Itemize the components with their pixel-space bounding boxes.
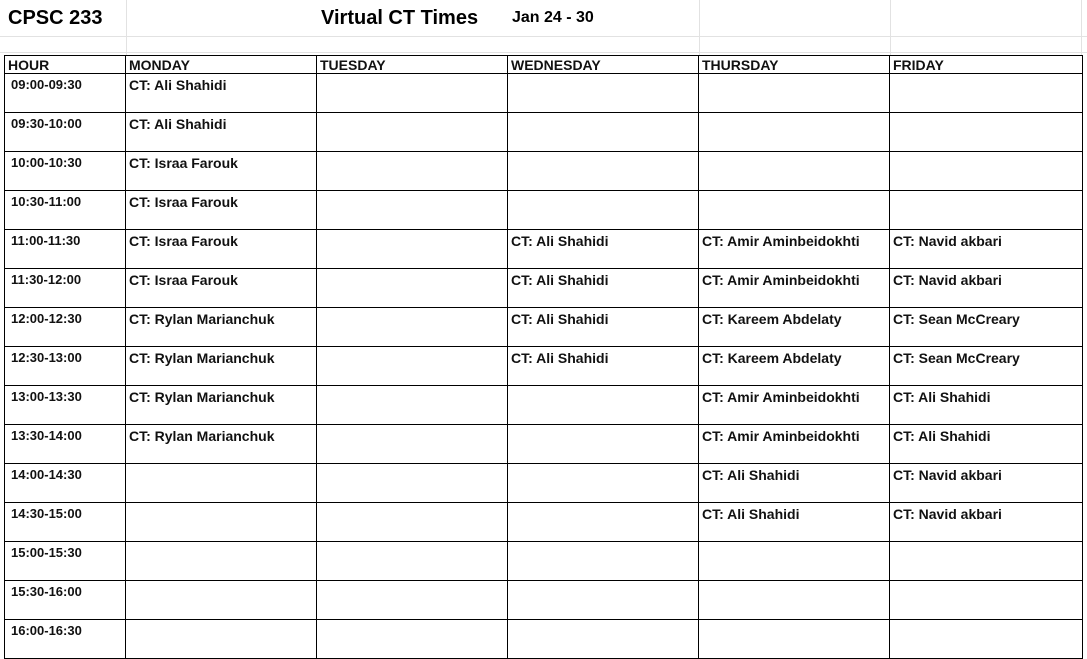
tuesday-cell[interactable] [317,230,508,269]
wednesday-cell[interactable]: CT: Ali Shahidi [508,347,699,386]
thursday-cell[interactable]: CT: Amir Aminbeidokhti [699,386,890,425]
thursday-cell[interactable]: CT: Amir Aminbeidokhti [699,230,890,269]
wednesday-cell[interactable] [508,425,699,464]
table-row [5,425,1083,464]
wednesday-cell[interactable] [508,74,699,113]
table-row [5,230,1083,269]
monday-cell[interactable]: CT: Rylan Marianchuk [126,308,317,347]
monday-cell[interactable]: CT: Ali Shahidi [126,74,317,113]
monday-cell[interactable]: CT: Rylan Marianchuk [126,425,317,464]
header-row [5,56,1083,74]
thursday-cell[interactable]: CT: Amir Aminbeidokhti [699,269,890,308]
tuesday-cell[interactable] [317,113,508,152]
hour-cell[interactable]: 15:30-16:00 [5,581,126,620]
friday-cell[interactable]: CT: Navid akbari [890,230,1083,269]
tuesday-cell[interactable] [317,152,508,191]
thursday-cell[interactable] [699,581,890,620]
column-header-thursday[interactable]: THURSDAY [699,56,890,74]
table-row [5,74,1083,113]
friday-cell[interactable] [890,581,1083,620]
wednesday-cell[interactable] [508,542,699,581]
thursday-cell[interactable] [699,74,890,113]
hour-cell[interactable]: 13:00-13:30 [5,386,126,425]
hour-cell[interactable]: 09:30-10:00 [5,113,126,152]
monday-cell[interactable]: CT: Israa Farouk [126,191,317,230]
hour-cell[interactable]: 14:30-15:00 [5,503,126,542]
sheet-title-cell[interactable]: Virtual CT Times [321,6,479,29]
gridline [126,0,127,55]
friday-cell[interactable] [890,620,1083,659]
thursday-cell[interactable] [699,191,890,230]
tuesday-cell[interactable] [317,74,508,113]
monday-cell[interactable]: CT: Rylan Marianchuk [126,347,317,386]
wednesday-cell[interactable] [508,113,699,152]
thursday-cell[interactable]: CT: Kareem Abdelaty [699,308,890,347]
tuesday-cell[interactable] [317,425,508,464]
tuesday-cell[interactable] [317,542,508,581]
tuesday-cell[interactable] [317,464,508,503]
friday-cell[interactable]: CT: Sean McCreary [890,347,1083,386]
column-header-tuesday[interactable]: TUESDAY [317,56,508,74]
tuesday-cell[interactable] [317,581,508,620]
thursday-cell[interactable] [699,542,890,581]
column-header-wednesday[interactable]: WEDNESDAY [508,56,699,74]
thursday-cell[interactable]: CT: Ali Shahidi [699,464,890,503]
table-row [5,191,1083,230]
thursday-cell[interactable]: CT: Ali Shahidi [699,503,890,542]
sheet-header [0,0,1087,55]
gridline [699,0,700,55]
thursday-cell[interactable]: CT: Kareem Abdelaty [699,347,890,386]
tuesday-cell[interactable] [317,269,508,308]
sheet-margin [1082,55,1087,585]
hour-cell[interactable]: 13:30-14:00 [5,425,126,464]
gridline [1081,0,1082,55]
hour-cell[interactable]: 12:30-13:00 [5,347,126,386]
wednesday-cell[interactable] [508,620,699,659]
wednesday-cell[interactable] [508,581,699,620]
column-header-hour[interactable]: HOUR [5,56,126,74]
hour-cell[interactable]: 16:00-16:30 [5,620,126,659]
hour-cell[interactable]: 11:00-11:30 [5,230,126,269]
monday-cell[interactable] [126,581,317,620]
monday-cell[interactable] [126,542,317,581]
table-row [5,269,1083,308]
monday-cell[interactable] [126,464,317,503]
wednesday-cell[interactable] [508,386,699,425]
friday-cell[interactable] [890,113,1083,152]
table-row [5,464,1083,503]
hour-cell[interactable]: 11:30-12:00 [5,269,126,308]
column-header-friday[interactable]: FRIDAY [890,56,1083,74]
table-row [5,347,1083,386]
wednesday-cell[interactable]: CT: Ali Shahidi [508,230,699,269]
friday-cell[interactable] [890,152,1083,191]
thursday-cell[interactable] [699,113,890,152]
wednesday-cell[interactable] [508,464,699,503]
friday-cell[interactable] [890,542,1083,581]
tuesday-cell[interactable] [317,503,508,542]
hour-cell[interactable]: 10:30-11:00 [5,191,126,230]
tuesday-cell[interactable] [317,347,508,386]
monday-cell[interactable] [126,503,317,542]
tuesday-cell[interactable] [317,308,508,347]
monday-cell[interactable]: CT: Israa Farouk [126,269,317,308]
friday-cell[interactable]: CT: Ali Shahidi [890,425,1083,464]
friday-cell[interactable]: CT: Ali Shahidi [890,386,1083,425]
wednesday-cell[interactable] [508,152,699,191]
tuesday-cell[interactable] [317,620,508,659]
hour-cell[interactable]: 10:00-10:30 [5,152,126,191]
monday-cell[interactable]: CT: Israa Farouk [126,230,317,269]
monday-cell[interactable]: CT: Rylan Marianchuk [126,386,317,425]
hour-cell[interactable]: 14:00-14:30 [5,464,126,503]
gridline [0,36,1087,37]
friday-cell[interactable]: CT: Sean McCreary [890,308,1083,347]
course-code-cell[interactable]: CPSC 233 [8,6,103,29]
gridline [0,52,1087,53]
table-row [5,542,1083,581]
table-row [5,152,1083,191]
monday-cell[interactable]: CT: Ali Shahidi [126,113,317,152]
wednesday-cell[interactable]: CT: Ali Shahidi [508,269,699,308]
tuesday-cell[interactable] [317,386,508,425]
wednesday-cell[interactable] [508,503,699,542]
gridline [890,0,891,55]
hour-cell[interactable]: 09:00-09:30 [5,74,126,113]
friday-cell[interactable]: CT: Navid akbari [890,503,1083,542]
table-row [5,113,1083,152]
column-header-monday[interactable]: MONDAY [126,56,317,74]
friday-cell[interactable]: CT: Navid akbari [890,464,1083,503]
schedule-table [4,55,1083,659]
thursday-cell[interactable] [699,620,890,659]
tuesday-cell[interactable] [317,191,508,230]
table-row [5,620,1083,659]
hour-cell[interactable]: 15:00-15:30 [5,542,126,581]
thursday-cell[interactable]: CT: Amir Aminbeidokhti [699,425,890,464]
monday-cell[interactable]: CT: Israa Farouk [126,152,317,191]
friday-cell[interactable] [890,74,1083,113]
monday-cell[interactable] [126,620,317,659]
hour-cell[interactable]: 12:00-12:30 [5,308,126,347]
table-row [5,503,1083,542]
wednesday-cell[interactable]: CT: Ali Shahidi [508,308,699,347]
thursday-cell[interactable] [699,152,890,191]
date-range-cell[interactable]: Jan 24 - 30 [512,9,594,26]
table-row [5,386,1083,425]
table-row [5,581,1083,620]
table-row [5,308,1083,347]
friday-cell[interactable] [890,191,1083,230]
friday-cell[interactable]: CT: Navid akbari [890,269,1083,308]
wednesday-cell[interactable] [508,191,699,230]
